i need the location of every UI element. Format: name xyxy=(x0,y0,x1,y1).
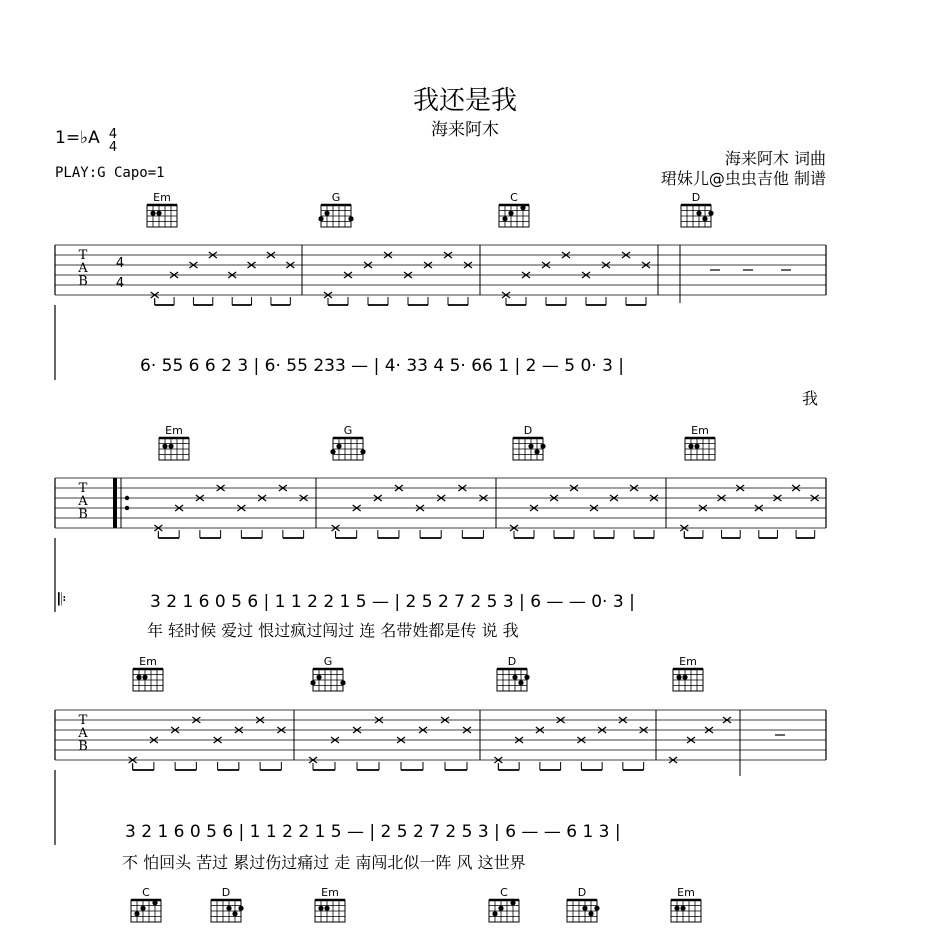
chord-name: D xyxy=(577,886,587,899)
tab-clef-letter: B xyxy=(78,739,88,754)
chord-dot xyxy=(136,675,141,680)
meter-top: 4 xyxy=(108,127,118,142)
tab-meter-bottom: 4 xyxy=(115,276,125,291)
chord-name: D xyxy=(691,191,701,204)
chord-dot xyxy=(594,906,599,911)
transcriber-credit: 珺妹儿@虫虫吉他 制谱 xyxy=(660,169,826,188)
tab-clef-letter: A xyxy=(78,261,88,276)
lyric-row-1: 我 xyxy=(802,389,819,408)
chord-dot xyxy=(498,906,503,911)
repeat-dot xyxy=(125,506,129,510)
chord-dot xyxy=(348,216,353,221)
chord-name: D xyxy=(523,424,533,437)
chord-dot xyxy=(156,211,161,216)
chord-name: Em xyxy=(139,655,157,668)
chord-dot xyxy=(318,906,323,911)
chord-dot xyxy=(676,675,681,680)
tab-clef-letter: T xyxy=(78,248,88,263)
chord-dot xyxy=(134,911,139,916)
lyric-row-3: 不 怕回头 苦过 累过伤过痛过 走 南闯北似一阵 风 这世界 xyxy=(122,853,526,872)
chord-dot xyxy=(316,675,321,680)
tab-clef-letter: B xyxy=(78,274,88,289)
chord-name: Em xyxy=(153,191,171,204)
artist-name: 海来阿木 xyxy=(431,120,499,140)
chord-dot xyxy=(582,906,587,911)
chord-name: Em xyxy=(321,886,339,899)
chord-name: C xyxy=(500,886,508,899)
chord-dot xyxy=(360,449,365,454)
tab-clef-letter: T xyxy=(78,713,88,728)
chord-dot xyxy=(232,911,237,916)
meter-bottom: 4 xyxy=(108,140,118,155)
chord-dot xyxy=(694,444,699,449)
jianpu-row-2: 3 2 1 6 0 5 6 | 1 1 2 2 1 5 — | 2 5 2 7 2 5 3 | 6 — — 0· 3 | xyxy=(150,592,635,612)
chord-name: G xyxy=(343,424,353,437)
chord-dot xyxy=(588,911,593,916)
jianpu-row-1: 6· 55 6 6 2 3 | 6· 55 233 — | 4· 33 4 5· 66 1 | 2 — 5 0· 3 | xyxy=(140,356,625,376)
chord-dot xyxy=(150,211,155,216)
lyric-row-2: 年 轻时候 爱过 恨过疯过闯过 连 名带姓都是传 说 我 xyxy=(147,621,519,640)
chord-name: C xyxy=(510,191,518,204)
chord-name: D xyxy=(507,655,517,668)
chord-dot xyxy=(674,906,679,911)
chord-dot xyxy=(508,211,513,216)
key-signature: 1=♭A xyxy=(55,128,100,148)
chord-name: Em xyxy=(677,886,695,899)
chord-dot xyxy=(688,444,693,449)
chord-dot xyxy=(512,675,517,680)
chord-dot xyxy=(336,444,341,449)
chord-dot xyxy=(330,449,335,454)
chord-dot xyxy=(142,675,147,680)
tab-clef-letter: T xyxy=(78,481,88,496)
repeat-sign: 𝄆 xyxy=(58,590,67,610)
chord-dot xyxy=(534,449,539,454)
chord-dot xyxy=(520,205,525,210)
chord-name: G xyxy=(323,655,333,668)
chord-dot xyxy=(238,906,243,911)
chord-dot xyxy=(318,216,323,221)
tab-clef-letter: A xyxy=(78,726,88,741)
tab-clef-letter: B xyxy=(78,507,88,522)
chord-dot xyxy=(708,211,713,216)
chord-dot xyxy=(162,444,167,449)
lyrics-composer-credit: 海来阿木 词曲 xyxy=(724,149,826,168)
chord-dot xyxy=(324,906,329,911)
song-title: 我还是我 xyxy=(412,86,517,116)
chord-name: Em xyxy=(165,424,183,437)
chord-name: C xyxy=(142,886,150,899)
repeat-dot xyxy=(125,496,129,500)
chord-dot xyxy=(502,216,507,221)
chord-dot xyxy=(518,680,523,685)
chord-dot xyxy=(682,675,687,680)
chord-name: D xyxy=(221,886,231,899)
chord-dot xyxy=(492,911,497,916)
chord-dot xyxy=(510,900,515,905)
chord-dot xyxy=(528,444,533,449)
chord-dot xyxy=(168,444,173,449)
chord-dot xyxy=(140,906,145,911)
chord-dot xyxy=(324,211,329,216)
chord-dot xyxy=(696,211,701,216)
chord-dot xyxy=(540,444,545,449)
chord-dot xyxy=(226,906,231,911)
jianpu-row-3: 3 2 1 6 0 5 6 | 1 1 2 2 1 5 — | 2 5 2 7 2 5 3 | 6 — — 6 1 3 | xyxy=(125,822,621,842)
tab-clef-letter: A xyxy=(78,494,88,509)
chord-name: G xyxy=(331,191,341,204)
chord-dot xyxy=(310,680,315,685)
chord-dot xyxy=(340,680,345,685)
chord-name: Em xyxy=(691,424,709,437)
chord-dot xyxy=(702,216,707,221)
tab-meter-top: 4 xyxy=(115,256,125,271)
play-capo-info: PLAY:G Capo=1 xyxy=(55,165,165,181)
chord-dot xyxy=(680,906,685,911)
chord-dot xyxy=(152,900,157,905)
chord-dot xyxy=(524,675,529,680)
chord-name: Em xyxy=(679,655,697,668)
